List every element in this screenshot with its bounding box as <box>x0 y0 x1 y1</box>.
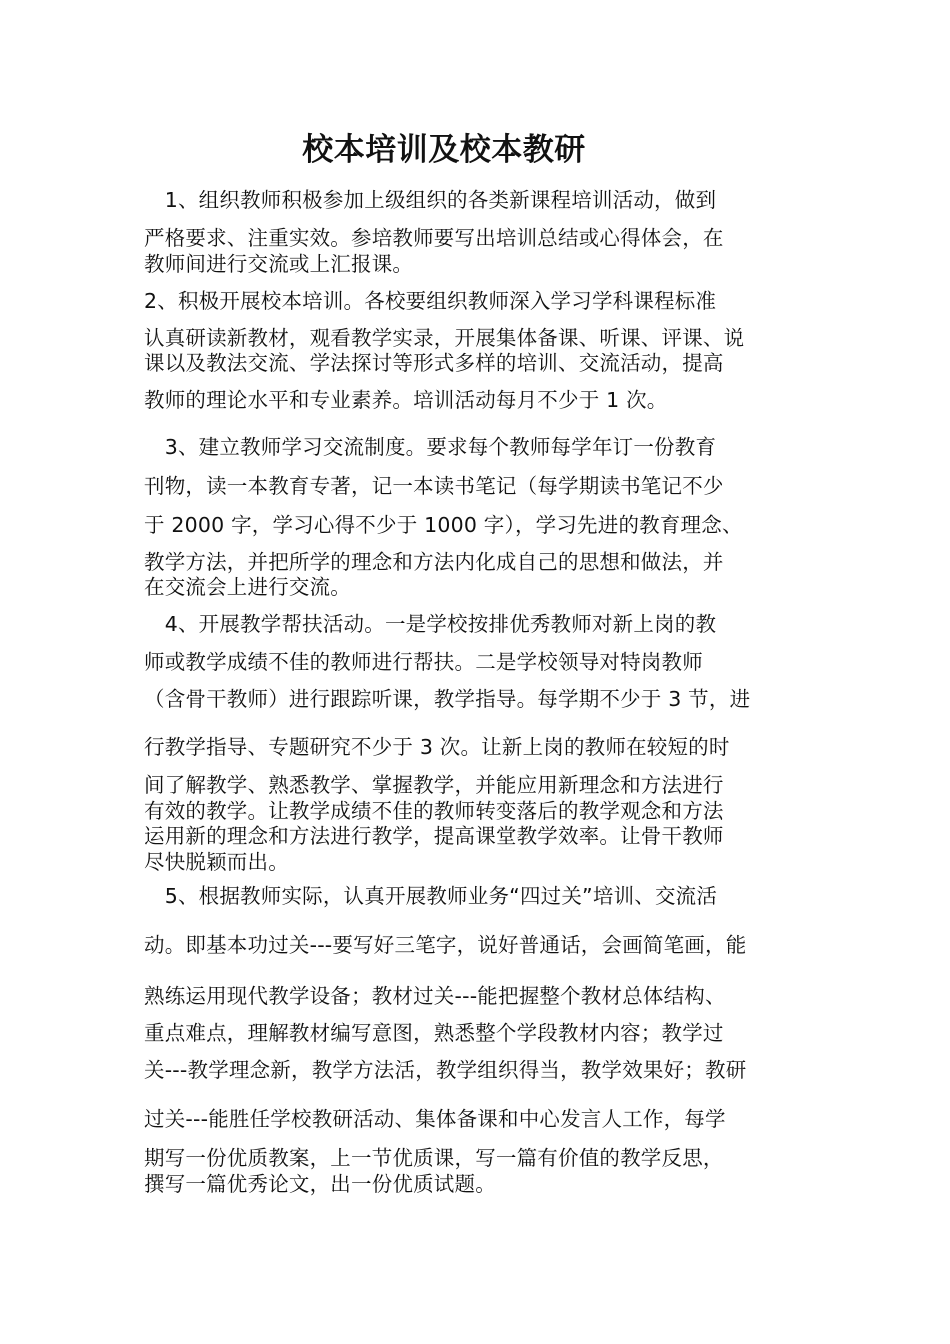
text-line: 期写一份优质教案，上一节优质课，写一篇有价值的教学反思， <box>144 1146 724 1170</box>
text-line: 重点难点，理解教材编写意图，熟悉整个学段教材内容；教学过 <box>144 1021 724 1045</box>
text-line: 在交流会上进行交流。 <box>144 575 351 599</box>
document-title: 校本培训及校本教研 <box>302 132 586 168</box>
text-line: 于 2000 字，学习心得不少于 1000 字），学习先进的教育理念、 <box>144 513 743 537</box>
text-line: 教学方法，并把所学的理念和方法内化成自己的思想和做法，并 <box>144 550 724 574</box>
text-line: 尽快脱颖而出。 <box>144 850 289 874</box>
text-line: 关---教学理念新，教学方法活，教学组织得当，教学效果好；教研 <box>144 1058 747 1082</box>
text-line: 动。即基本功过关---要写好三笔字，说好普通话，会画简笔画，能 <box>144 933 747 957</box>
text-line: 撰写一篇优秀论文，出一份优质试题。 <box>144 1172 496 1196</box>
text-line: 有效的教学。让教学成绩不佳的教师转变落后的教学观念和方法 <box>144 799 724 823</box>
text-line: 3、建立教师学习交流制度。要求每个教师每学年订一份教育 <box>144 435 717 459</box>
text-line: 运用新的理念和方法进行教学，提高课堂教学效率。让骨干教师 <box>144 824 724 848</box>
text-line: 认真研读新教材，观看教学实录，开展集体备课、听课、评课、说 <box>144 326 745 350</box>
text-line: 过关---能胜任学校教研活动、集体备课和中心发言人工作，每学 <box>144 1107 726 1131</box>
text-line: 教师的理论水平和专业素养。培训活动每月不少于 1 次。 <box>144 388 668 412</box>
text-line: 师或教学成绩不佳的教师进行帮扶。二是学校领导对特岗教师 <box>144 650 703 674</box>
text-line: 行教学指导、专题研究不少于 3 次。让新上岗的教师在较短的时 <box>144 735 730 759</box>
text-line: 1、组织教师积极参加上级组织的各类新课程培训活动，做到 <box>144 188 717 212</box>
text-line: （含骨干教师）进行跟踪听课，教学指导。每学期不少于 3 节，进 <box>144 687 751 711</box>
text-line: 2、积极开展校本培训。各校要组织教师深入学习学科课程标准 <box>144 289 717 313</box>
text-line: 4、开展教学帮扶活动。一是学校按排优秀教师对新上岗的教 <box>144 612 717 636</box>
text-line: 熟练运用现代教学设备；教材过关---能把握整个教材总体结构、 <box>144 984 726 1008</box>
text-line: 间了解教学、熟悉教学、掌握教学，并能应用新理念和方法进行 <box>144 773 724 797</box>
text-line: 教师间进行交流或上汇报课。 <box>144 252 414 276</box>
text-line: 课以及教法交流、学法探讨等形式多样的培训、交流活动，提高 <box>144 351 724 375</box>
text-line: 严格要求、注重实效。参培教师要写出培训总结或心得体会，在 <box>144 226 724 250</box>
text-line: 5、根据教师实际，认真开展教师业务“四过关”培训、交流活 <box>144 884 718 908</box>
text-line: 刊物，读一本教育专著，记一本读书笔记（每学期读书笔记不少 <box>144 474 724 498</box>
